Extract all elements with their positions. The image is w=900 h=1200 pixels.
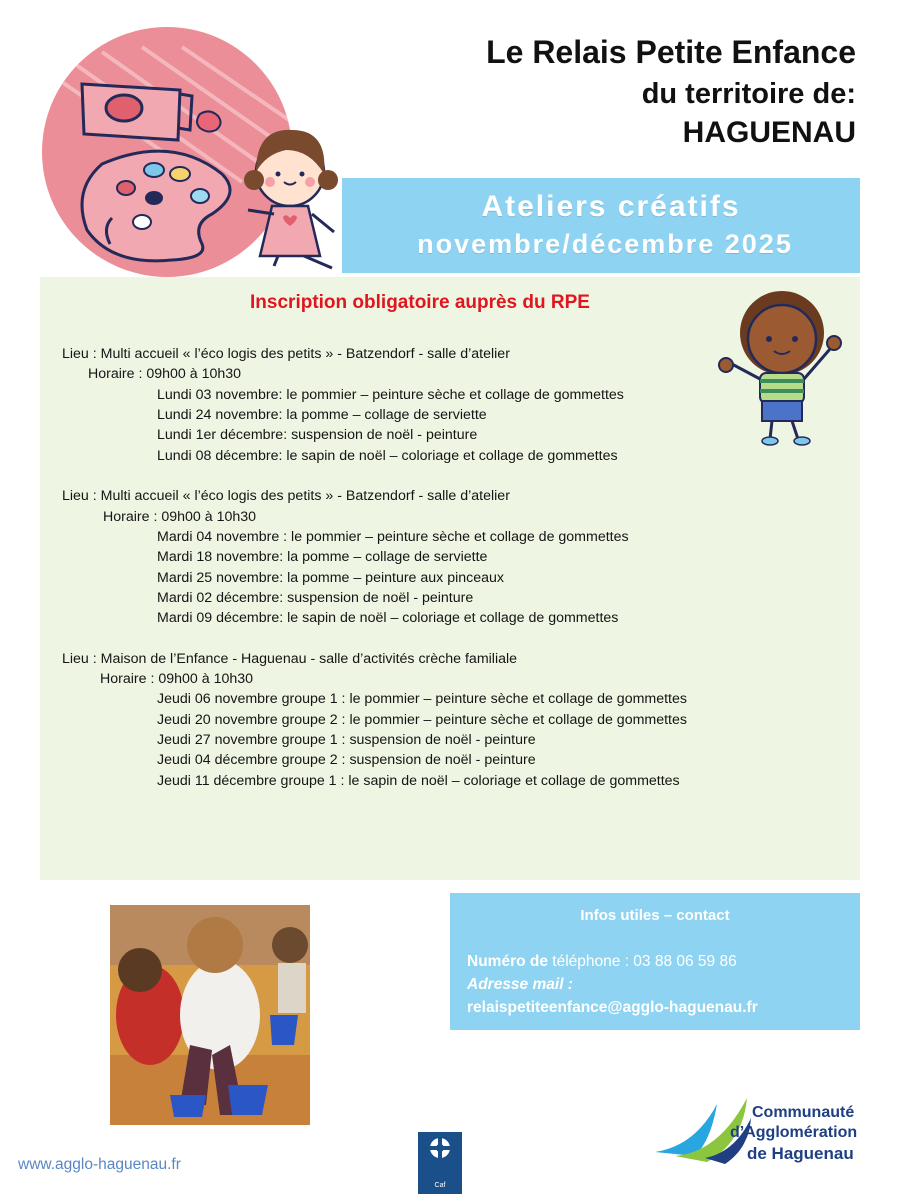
schedule-3-hours: Horaire : 09h00 à 10h30 <box>100 671 254 687</box>
website-link[interactable]: www.agglo-haguenau.fr <box>18 1156 181 1173</box>
caf-emblem-icon <box>418 1132 462 1172</box>
workshop-title-band <box>342 178 860 273</box>
schedule-item: Mardi 02 décembre: suspension de noël - peinture <box>157 590 474 606</box>
schedule-item: Mardi 09 décembre: le sapin de noël – coloriage et collage de gommettes <box>157 610 619 626</box>
schedule-item: Jeudi 06 novembre groupe 1 : le pommier – peinture sèche et collage de gommettes <box>157 691 687 707</box>
agglo-name-line1: Communauté <box>752 1104 855 1121</box>
schedule-1-location: Lieu : Multi accueil « l’éco logis des petits » - Batzendorf - salle d’atelier <box>62 346 510 362</box>
schedule-1-hours: Horaire : 09h00 à 10h30 <box>88 366 242 382</box>
schedule-item: Lundi 24 novembre: la pomme – collage de serviette <box>157 407 487 423</box>
schedule-item: Jeudi 27 novembre groupe 1 : suspension de noël - peinture <box>157 732 536 748</box>
agglo-name-line3: de Haguenau <box>747 1144 854 1163</box>
phone-label: Numéro de <box>467 953 548 970</box>
workshop-period: novembre/décembre 2025 <box>417 229 793 259</box>
schedule-item: Jeudi 20 novembre groupe 2 : le pommier – peinture sèche et collage de gommettes <box>157 712 687 728</box>
caf-logo <box>418 1132 462 1194</box>
mail-label: Adresse mail : <box>467 976 573 993</box>
phone-line <box>467 953 737 971</box>
children-photo <box>110 905 310 1125</box>
paint-tube-icon <box>82 84 192 140</box>
schedule-2-hours: Horaire : 09h00 à 10h30 <box>103 509 257 525</box>
header-title: Le Relais Petite Enfance <box>486 34 856 70</box>
contact-box <box>450 893 860 1030</box>
workshop-title: Ateliers créatifs <box>481 190 741 223</box>
schedule-item: Jeudi 04 décembre groupe 2 : suspension de noël - peinture <box>157 752 536 768</box>
schedule-item: Lundi 03 novembre: le pommier – peinture sèche et collage de gommettes <box>157 387 624 403</box>
schedule-item: Lundi 08 décembre: le sapin de noël – coloriage et collage de gommettes <box>157 448 618 464</box>
contact-title: Infos utiles – contact <box>580 907 730 924</box>
schedule-item: Mardi 18 novembre: la pomme – collage de serviette <box>157 549 488 565</box>
painting-illustration <box>42 22 362 277</box>
caf-label: Caf <box>434 1182 446 1189</box>
inscription-notice: Inscription obligatoire auprès du RPE <box>250 292 590 313</box>
email-address[interactable]: relaispetiteenfance@agglo-haguenau.fr <box>467 999 758 1016</box>
agglo-logo <box>655 1090 880 1170</box>
schedule-item: Lundi 1er décembre: suspension de noël - peinture <box>157 427 478 443</box>
schedule-3-location: Lieu : Maison de l’Enfance - Haguenau - salle d’activités crèche familiale <box>62 651 518 667</box>
header-subtitle: du territoire de: <box>641 78 856 110</box>
agglo-name-line2: d’Agglomération <box>730 1124 858 1141</box>
header-city: HAGUENAU <box>682 116 856 149</box>
schedule-item: Mardi 25 novembre: la pomme – peinture aux pinceaux <box>157 570 504 586</box>
schedule-2-location: Lieu : Multi accueil « l’éco logis des petits » - Batzendorf - salle d’atelier <box>62 488 510 504</box>
schedule-item: Mardi 04 novembre : le pommier – peinture sèche et collage de gommettes <box>157 529 629 545</box>
boy-illustration <box>712 283 862 448</box>
schedule-item: Jeudi 11 décembre groupe 1 : le sapin de noël – coloriage et collage de gommettes <box>157 773 680 789</box>
phone-number: téléphone : 03 88 06 59 86 <box>547 953 737 970</box>
